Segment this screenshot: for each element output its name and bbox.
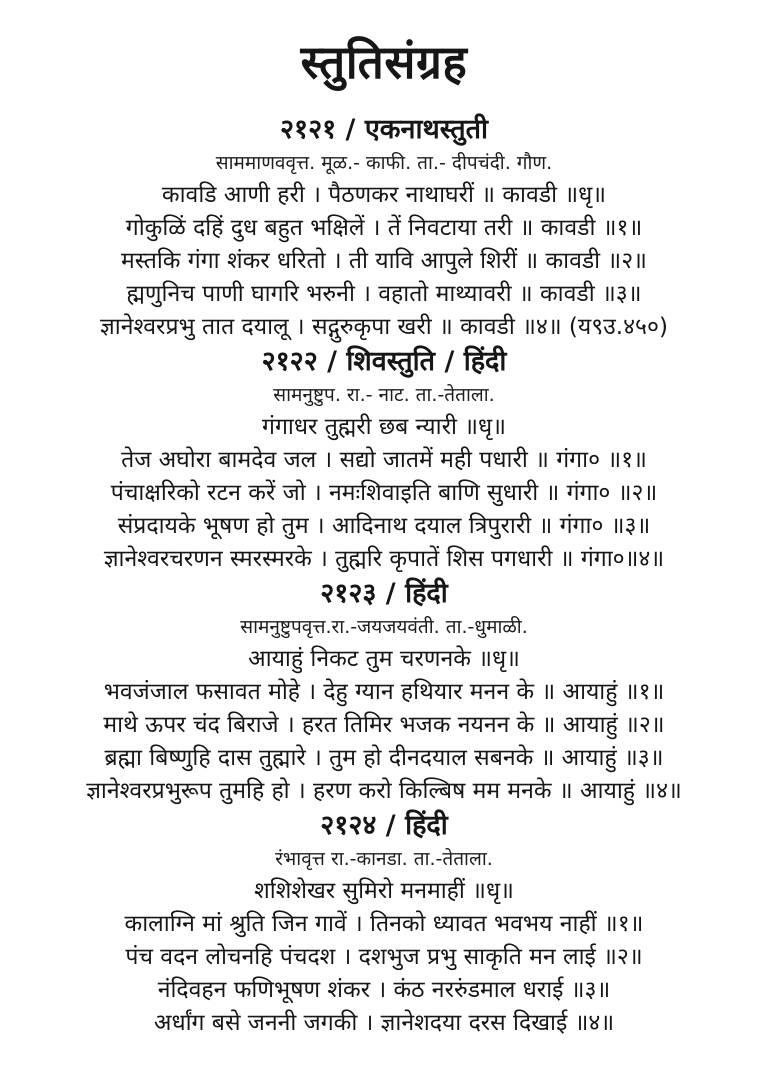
section-heading: २१२४ / हिंदी <box>320 809 448 841</box>
verse-line: ज्ञानेश्वरप्रभु तात दयालू । सद्गुरुकृपा खरी ॥ कावडी ॥४॥ (य९उ.४५०) <box>100 313 668 340</box>
verse-line: ज्ञानेश्वरचरणन स्मरस्मरके । तुह्मरि कृपातें शिस पगधारी ॥ गंगा०॥४॥ <box>103 545 665 572</box>
verse-line: अर्धांग बसे जननी जगकी । ज्ञानेशदया दरस दिखाई ॥४॥ <box>153 1009 615 1036</box>
hymn-section-2124 <box>0 808 768 1040</box>
verse-line: पंचाक्षरिको रटन करें जो । नमःशिवाइति बाणि सुधारी ॥ गंगा० ॥२॥ <box>110 479 658 506</box>
verse-line: संप्रदायके भूषण हो तुम । आदिनाथ दयाल त्रिपुरारी ॥ गंगा० ॥३॥ <box>117 512 651 539</box>
verse-line: कावडि आणी हरी । पैठणकर नाथाघरीं ॥ कावडी ॥धृ॥ <box>161 181 607 208</box>
verse-line: आयाहुं निकट तुम चरणनके ॥धृ॥ <box>248 645 520 672</box>
hymn-section-2122 <box>0 344 768 576</box>
meter-line: साममाणववृत्त. मूळ.- काफी. ता.- दीपचंदी. गौण. <box>215 151 553 174</box>
page-title: स्तुतिसंग्रह <box>300 35 468 89</box>
verse-line: शशिशेखर सुमिरो मनमाहीं ॥धृ॥ <box>254 877 514 904</box>
verse-line: माथे ऊपर चंद बिराजे । हरत तिमिर भजक नयनन के ॥ आयाहुं ॥२॥ <box>103 711 665 738</box>
verse-line: गोकुळिं दहिं दुध बहुत भक्षिलें । तें निवटाया तरी ॥ कावडी ॥१॥ <box>125 214 643 241</box>
verse-line: गंगाधर तुह्मरी छब न्यारी ॥धृ॥ <box>262 413 506 440</box>
verse-line: मस्तकि गंगा शंकर धरितो । ती यावि आपुले शिरीं ॥ कावडी ॥२॥ <box>121 247 647 274</box>
verse-line: भवजंजाल फसावत मोहे । देहु ग्यान हथियार मनन के ॥ आयाहुं ॥१॥ <box>103 678 665 705</box>
verse-line: तेज अघोरा बामदेव जल । सद्यो जातमें मही पधारी ॥ गंगा० ॥१॥ <box>121 446 647 473</box>
section-heading: २१२३ / हिंदी <box>320 577 448 609</box>
section-heading: २१२२ / शिवस्तुति / हिंदी <box>261 345 507 377</box>
section-heading: २१२१ / एकनाथस्तुती <box>280 113 488 145</box>
hymn-section-2123 <box>0 576 768 808</box>
verse-line: नंदिवहन फणिभूषण शंकर । कंठ नररुंडमाल धराई ॥३॥ <box>157 976 611 1003</box>
meter-line: सामनुष्टुप. रा.- नाट. ता.-तेताला. <box>273 383 495 406</box>
meter-line: सामनुष्टुपवृत्त.रा.-जयजयवंती. ता.-धुमाळी. <box>240 615 528 638</box>
verse-line: ब्रह्मा बिष्णुहि दास तुह्मारे । तुम हो दीनदयाल सबनके ॥ आयाहुं ॥३॥ <box>104 744 664 771</box>
meter-line: रंभावृत्त रा.-कानडा. ता.-तेताला. <box>275 847 493 870</box>
hymn-section-2121 <box>0 112 768 344</box>
verse-line: कालाग्नि मां श्रुति जिन गावें । तिनको ध्यावत भवभय नाहीं ॥१॥ <box>124 910 644 937</box>
verse-line: ज्ञानेश्वरप्रभुरूप तुमहि हो । हरण करो किल्बिष मम मनके ॥ आयाहुं ॥४॥ <box>86 777 682 804</box>
verse-line: पंच वदन लोचनहि पंचदश । दशभुज प्रभु साकृति मन लाई ॥२॥ <box>125 943 643 970</box>
verse-line: ह्मणुनिच पाणी घागरि भरुनी । वहातो माथ्यावरी ॥ कावडी ॥३॥ <box>126 280 642 307</box>
